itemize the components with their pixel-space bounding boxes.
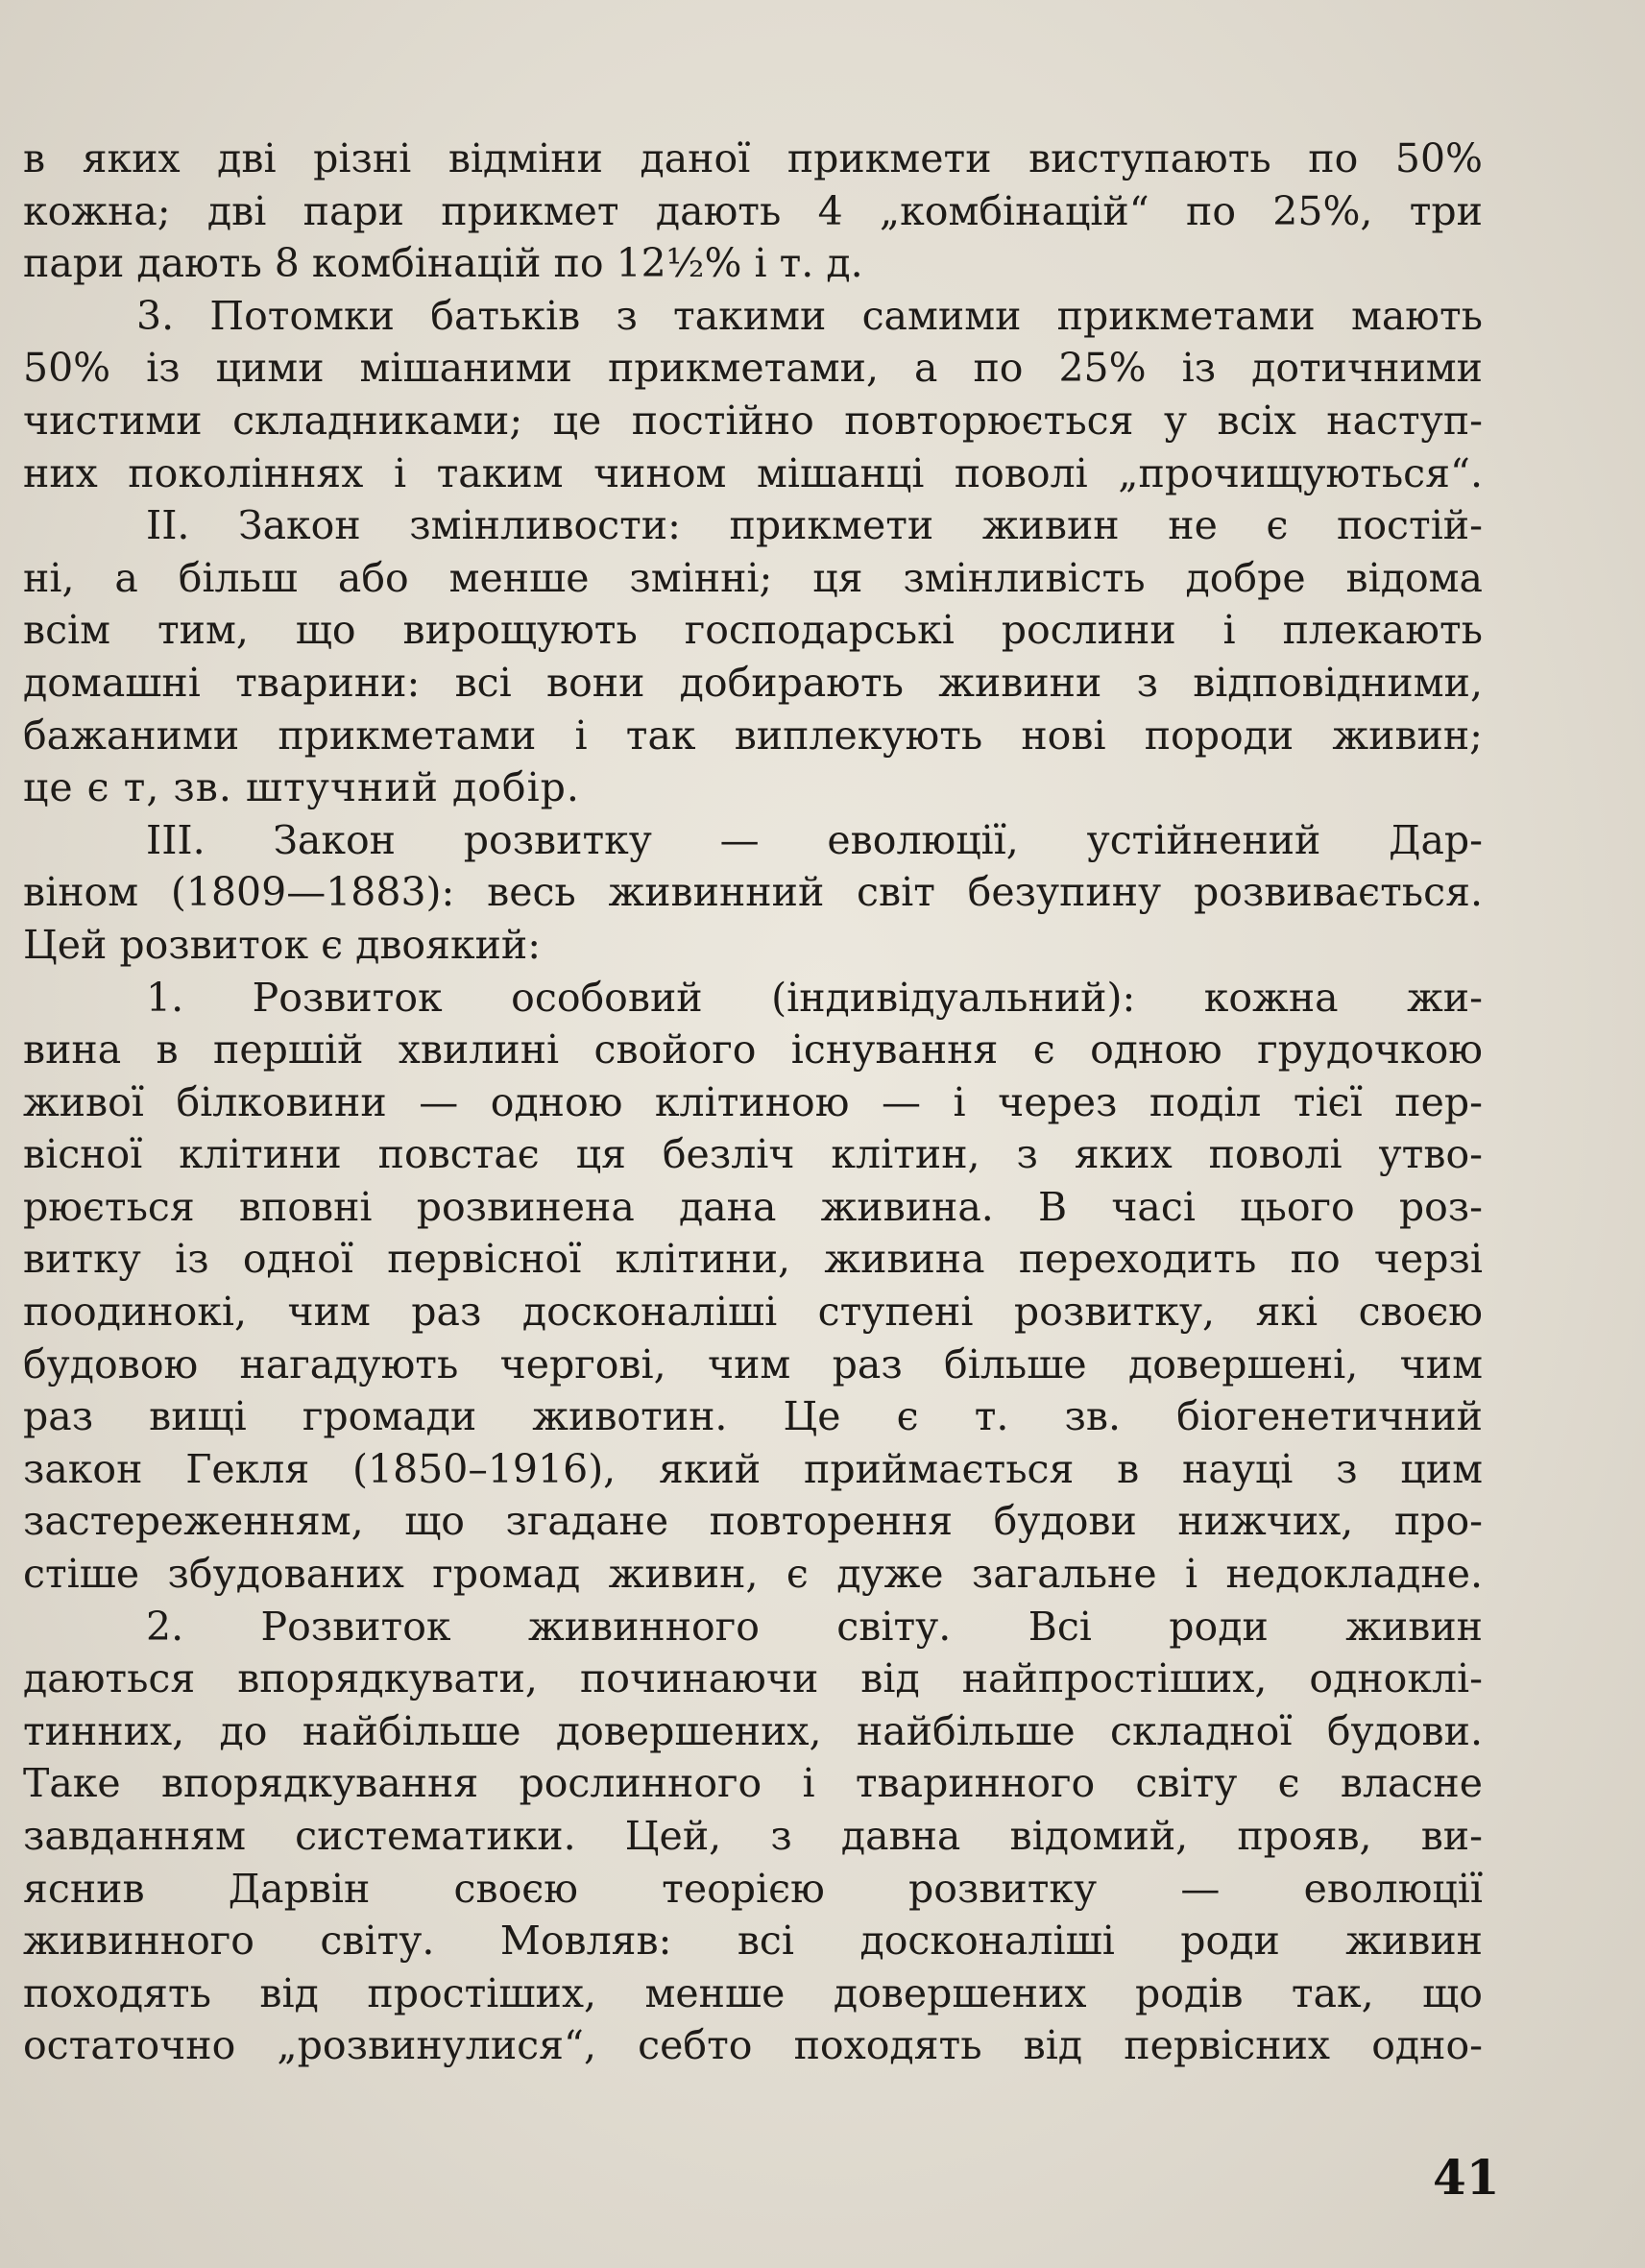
text-line: остаточно „розвинулися“, себто походять від первісних одно- <box>23 2022 1483 2069</box>
text-line: в яких дві різні відміни даної прикмети виступають по 50% <box>23 135 1483 181</box>
text-line: чистими складниками; це постійно повторюється у всіх наступ- <box>23 397 1483 444</box>
text-line: 3. Потомки батьків з такими самими прикметами мають <box>136 292 1483 339</box>
text-line: закон Гекля (1850–1916), який приймається в науці з цим <box>23 1445 1483 1492</box>
page-number: 41 <box>1433 2149 1500 2206</box>
body-text <box>23 133 1483 2072</box>
text-line: бажаними прикметами і так виплекують нові породи живин; <box>23 712 1483 759</box>
text-line: раз вищі громади животин. Це є т. зв. біогенетичний <box>23 1393 1483 1440</box>
text-line: Цей розвиток є двоякий: <box>23 921 542 968</box>
text-line: 50% із цими мішаними прикметами, а по 25% із дотичними <box>23 345 1483 392</box>
text-line: ні, а більш або менше змінні; ця змінливість добре відома <box>23 554 1483 601</box>
text-line: застереженням, що згадане повторення будови нижчих, про- <box>23 1498 1483 1545</box>
text-line: пари дають 8 комбінацій по 12½% і т. д. <box>23 240 863 287</box>
text-line: вина в першій хвилині свойого існування є одною грудочкою <box>23 1026 1483 1074</box>
text-line: це є т, зв. штучний добір. <box>23 764 580 811</box>
text-line: тинних, до найбільше довершених, найбільше складної будови. <box>23 1707 1483 1754</box>
text-line: рюється вповні розвинена дана живина. В часі цього роз- <box>23 1183 1483 1230</box>
text-line: Таке впорядкування рослинного і тваринного світу є власне <box>23 1760 1483 1807</box>
text-line: кожна; дві пари прикмет дають 4 „комбінацій“ по 25%, три <box>23 187 1483 234</box>
text-line: живої білковини — одною клітиною — і через поділ тієї пер- <box>23 1078 1483 1125</box>
text-line: витку із одної первісної клітини, живина переходить по черзі <box>23 1236 1483 1283</box>
text-line: будовою нагадують чергові, чим раз більше довершені, чим <box>23 1340 1483 1387</box>
text-line: походять від простіших, менше довершених родів так, що <box>23 1969 1483 2016</box>
text-line: 1. Розвиток особовий (індивідуальний): кожна жи- <box>146 974 1483 1021</box>
text-line: віном (1809—1883): весь живинний світ безупину розвивається. <box>23 869 1483 916</box>
text-line: вісної клітини повстає ця безліч клітин, з яких поволі утво- <box>23 1131 1483 1178</box>
text-line: III. Закон розвитку — еволюції, устійнений Дар- <box>146 816 1483 863</box>
text-line: живинного світу. Мовляв: всі досконаліші роди живин <box>23 1918 1483 1965</box>
text-line: II. Закон змінливости: прикмети живин не є постій- <box>146 502 1483 549</box>
text-line: даються впорядкувати, починаючи від найпростіших, одноклі- <box>23 1655 1483 1702</box>
text-line: поодинокі, чим раз досконаліші ступені розвитку, які своєю <box>23 1289 1483 1336</box>
text-line: стіше збудованих громад живин, є дуже загальне і недокладне. <box>23 1551 1483 1598</box>
text-line: завданням систематики. Цей, з давна відомий, прояв, ви- <box>23 1813 1483 1859</box>
text-line: яснив Дарвін своєю теорією розвитку — еволюції <box>23 1865 1483 1912</box>
text-line: 2. Розвиток живинного світу. Всі роди живин <box>146 1603 1483 1650</box>
text-line: всім тим, що вирощують господарські рослини і плекають <box>23 607 1483 654</box>
text-line: домашні тварини: всі вони добирають живини з відповідними, <box>23 659 1483 706</box>
text-line: них поколіннях і таким чином мішанці поволі „прочищуються“. <box>23 449 1483 496</box>
